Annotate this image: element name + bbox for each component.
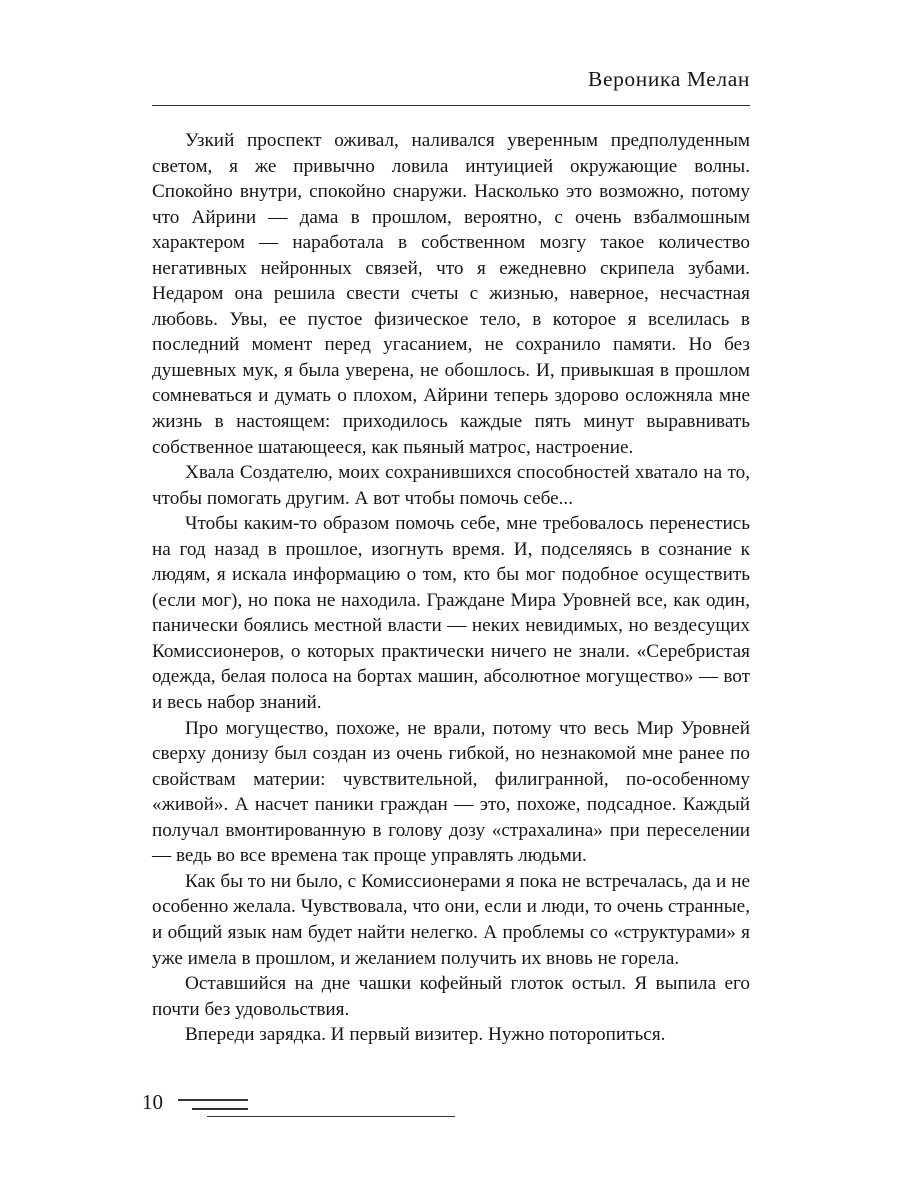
paragraph: Как бы то ни было, с Комиссионерами я пока не встречалась, да и не особенно желала. Чувствовала, что они, если и люди, то очень странные, и общий язык нам будет найти нелегко. А проблемы со «структурами» я уже имела в прошлом, и желанием получить их вновь не горела. xyxy=(152,870,750,969)
running-head-author: Вероника Мелан xyxy=(588,67,750,91)
paragraph: Впереди зарядка. И первый визитер. Нужно поторопиться. xyxy=(185,1024,666,1046)
paragraph: Хвала Создателю, моих сохранившихся способностей хватало на то, чтобы помогать другим. А вот чтобы помочь себе... xyxy=(152,462,750,509)
paragraph: Узкий проспект оживал, наливался уверенным предполуденным светом, я же привычно ловила интуицией окружающие волны. Спокойно внутри, спокойно снаружи. Насколько это возможно, потому что Айрини — дама в прошлом, вероятно, с очень взбалмошным характером — наработала в собственном мозгу такое количество негативных нейронных связей, что я ежедневно скрипела зубами. Недаром она решила свести счеты с жизнью, наверное, несчастная любовь. Увы, ее пустое физическое тело, в которое я вселилась в последний момент перед угасанием, не сохранило памяти. Но без душевных мук, я была уверена, не обошлось. И, привыкшая в прошлом сомневаться и думать о плохом, Айрини теперь здорово осложняла мне жизнь в настоящем: приходилось каждые пять минут выравнивать собственное шатающееся, как пьяный матрос, настроение. xyxy=(152,130,750,458)
page-footer xyxy=(0,1088,900,1133)
page-number: 10 xyxy=(142,1090,163,1114)
footer-ornament-rule-bottom xyxy=(207,1116,455,1117)
footer-ornament-rule-top xyxy=(178,1099,248,1101)
paragraph: Про могущество, похоже, не врали, потому что весь Мир Уровней сверху донизу был создан из очень гибкой, но незнакомой мне ранее по свойствам материи: чувствительной, филигранной, по-особенному «живой». А насчет паники граждан — это, похоже, подсадное. Каждый получал вмонтированную в голову дозу «страхалина» при переселении — ведь во все времена так проще управлять людьми. xyxy=(152,717,750,867)
paragraph: Чтобы каким-то образом помочь себе, мне требовалось перенестись на год назад в прошлое, изогнуть время. И, подселяясь в сознание к людям, я искала информацию о том, кто бы мог подобное осуществить (если мог), но пока не находила. Граждане Мира Уровней все, как один, панически боялись местной власти — неких невидимых, но вездесущих Комиссионеров, о которых практически ничего не знали. «Серебристая одежда, белая полоса на бортах машин, абсолютное могущество» — вот и весь набор знаний. xyxy=(152,513,750,714)
footer-ornament-rule-middle xyxy=(192,1108,248,1110)
paragraph: Оставшийся на дне чашки кофейный глоток остыл. Я выпила его почти без удовольствия. xyxy=(152,973,750,1020)
body-text xyxy=(152,128,750,1048)
header-rule xyxy=(152,105,750,106)
